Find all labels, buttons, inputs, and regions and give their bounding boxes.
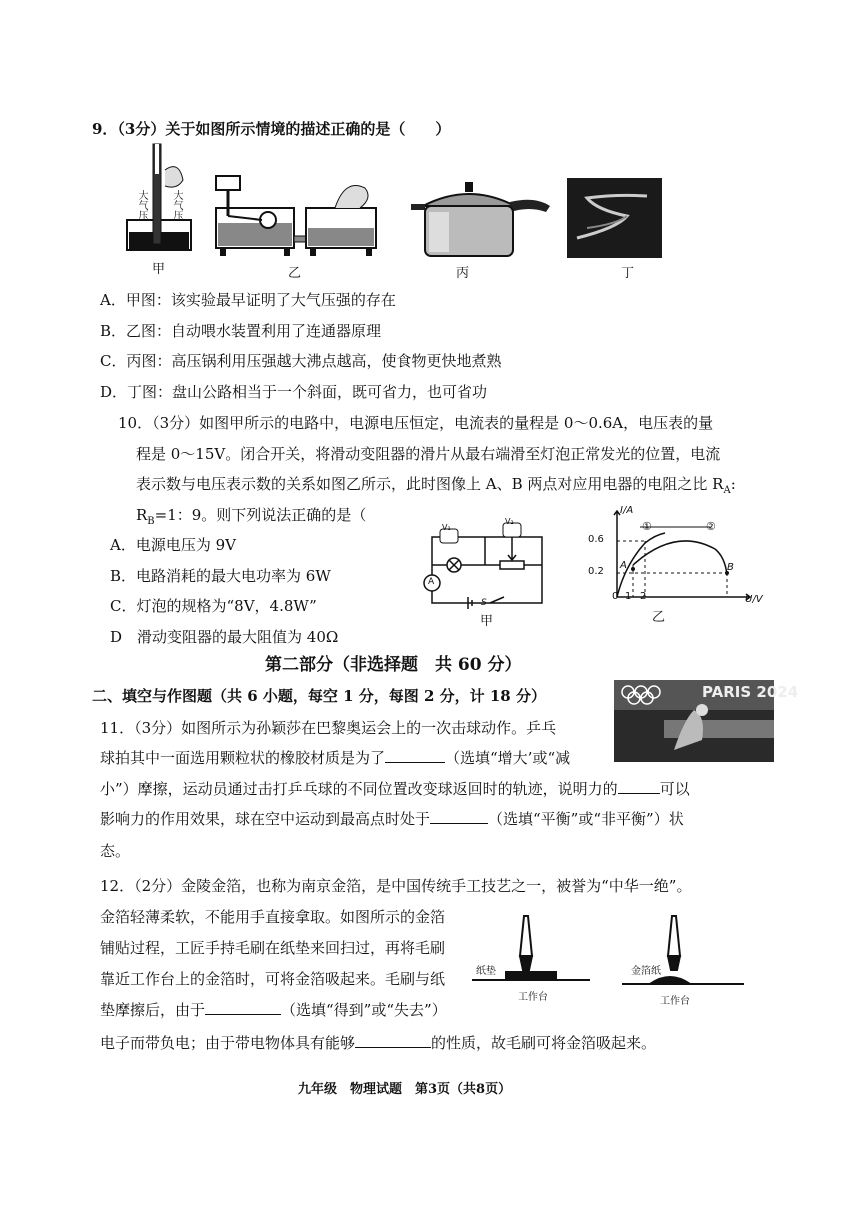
q12-line-5	[100, 999, 447, 1020]
q12-blank-1[interactable]	[205, 1014, 281, 1015]
q10-line-3-end: :	[730, 475, 736, 493]
fig-ding-mountain-road	[567, 178, 662, 258]
q12-fig-label-worktable-left: 工作台	[518, 992, 548, 1003]
circuit-v1-label: V₁	[442, 523, 451, 532]
q12-line-3: 铺贴过程，工匠手持毛刷在纸垫来回扫过，再将毛刷	[100, 939, 446, 957]
q10-rb-subscript: B	[147, 516, 155, 527]
q11-line-4	[100, 808, 684, 829]
q11-line-4a: 影响力的作用效果，球在空中运动到最高点时处于	[100, 810, 431, 828]
q11-line-4b: （选填“平衡”或“非平衡”）状	[488, 810, 684, 828]
graph-x-tick-2: 2	[640, 591, 647, 602]
q12-fig-label-gold-leaf: 金箔纸	[631, 966, 661, 977]
q11-line-3	[100, 778, 690, 799]
fig-caption-bing: 丙	[456, 266, 470, 281]
q10-line-4-text: =1：9。则下列说法正确的是（	[154, 506, 367, 524]
graph-y-tick-02: 0.2	[588, 566, 604, 577]
q10-line-1: 10．（3分）如图甲所示的电路中，电源电压恒定，电流表的量程是 0～0.6A，电压表的量	[118, 414, 714, 432]
section2-heading: 二、填空与作图题（共 6 小题，每空 1 分，每图 2 分，计 18 分）	[92, 687, 546, 705]
graph-curve-1-label: ①	[642, 520, 652, 533]
q10-option-b: B．电路消耗的最大电功率为 6W	[110, 567, 331, 585]
q11-blank-1[interactable]	[385, 762, 445, 763]
q12-line-5b: （选填“得到”或“失去”）	[281, 1001, 447, 1019]
q11-photo-text: PARIS 2024	[702, 683, 799, 701]
q11-line-5: 态。	[100, 842, 131, 860]
q12-blank-2[interactable]	[355, 1047, 431, 1048]
q11-line-3a: 小”）摩擦，运动员通过击打乒乓球的不同位置改变球返回时的轨迹，说明力的	[100, 780, 618, 798]
q12-line-5a: 垫摩擦后，由于	[100, 1001, 206, 1019]
graph-point-b: B	[727, 562, 734, 573]
q12-line-2: 金箔轻薄柔软，不能用手直接拿取。如图所示的金箔	[100, 908, 446, 926]
q9-option-b: B．乙图：自动喂水装置利用了连通器原理	[100, 322, 382, 340]
circuit-switch-label: S	[481, 598, 487, 608]
graph-point-a: A	[620, 560, 627, 571]
graph-x-tick-1: 1	[625, 591, 632, 602]
fig-jia-text-left: 大气压	[136, 190, 147, 220]
q10-circuit-diagram	[410, 515, 560, 625]
q9-option-c: C．丙图：高压锅利用压强越大沸点越高，使食物更快地煮熟	[100, 352, 502, 370]
fig-yi-feeder	[210, 168, 385, 258]
q11-line-2b: （选填“增大’或“减	[445, 749, 571, 767]
q11-line-3b: 可以	[659, 780, 690, 798]
fig-caption-jia: 甲	[152, 262, 166, 277]
circuit-ammeter-label: A	[428, 577, 435, 587]
q10-rb-symbol: R	[136, 506, 148, 524]
q12-line-6a: 电子而带负电；由于带电物体具有能够	[100, 1034, 356, 1052]
q11-line-2	[100, 747, 570, 768]
fig-jia-text-right: 大气压	[171, 190, 182, 220]
q12-fig-label-worktable-right: 工作台	[660, 996, 690, 1007]
q12-figure-brush	[472, 912, 772, 992]
q10-option-c: C．灯泡的规格为“8V，4.8W”	[110, 597, 317, 615]
q10-option-d: D 滑动变阻器的最大阻值为 40Ω	[110, 628, 339, 646]
page-footer: 九年级 物理试题 第3页（共8页）	[298, 1082, 512, 1097]
part2-title: 第二部分（非选择题 共 60 分）	[265, 655, 522, 675]
q10-line-3	[136, 473, 736, 496]
fig-caption-ding: 丁	[621, 266, 635, 281]
fig-caption-yi: 乙	[288, 266, 302, 281]
circuit-v2-label: V₂	[505, 517, 514, 526]
q12-line-6	[100, 1032, 656, 1053]
q11-line-1: 11．（3分）如图所示为孙颖莎在巴黎奥运会上的一次击球动作。乒乓	[100, 719, 557, 737]
q11-blank-2[interactable]	[618, 793, 660, 794]
fig-bing-pressure-cooker	[405, 180, 555, 262]
q10-option-a: A．电源电压为 9V	[110, 536, 236, 554]
q11-line-2a: 球拍其中一面选用颗粒状的橡胶材质是为了	[100, 749, 386, 767]
q10-line-3-text: 表示数与电压表示数的关系如图乙所示，此时图像上 A、B 两点对应用电器的电阻之比 R	[136, 475, 724, 493]
q10-line-2: 程是 0～15V。闭合开关，将滑动变阻器的滑片从最右端滑至灯泡正常发光的位置，电流	[136, 445, 721, 463]
graph-x-label: U/V	[745, 594, 763, 605]
q12-line-1: 12．（2分）金陵金箔，也称为南京金箔，是中国传统手工技艺之一，被誉为“中华一绝”。	[100, 877, 692, 895]
graph-y-label: I/A	[620, 505, 634, 516]
q12-fig-label-paper-pad: 纸垫	[476, 966, 496, 977]
q10-line-4	[136, 504, 366, 527]
graph-caption: 乙	[652, 610, 666, 625]
circuit-caption: 甲	[480, 614, 494, 629]
graph-x-tick-0: 0	[612, 591, 619, 602]
graph-y-tick-06: 0.6	[588, 534, 604, 545]
q12-line-4: 靠近工作台上的金箔时，可将金箔吸起来。毛刷与纸	[100, 970, 446, 988]
graph-curve-2-label: ②	[706, 520, 716, 533]
q10-ra-subscript: A	[723, 485, 731, 496]
q9-title: 9．（3分）关于如图所示情境的描述正确的是（ ）	[92, 120, 451, 138]
q11-blank-3[interactable]	[430, 823, 488, 824]
q12-line-6b: 的性质，故毛刷可将金箔吸起来。	[431, 1034, 657, 1052]
q9-option-d: D．丁图：盘山公路相当于一个斜面，既可省力，也可省功	[100, 383, 488, 401]
q9-option-a: A．甲图：该实验最早证明了大气压强的存在	[100, 291, 396, 309]
